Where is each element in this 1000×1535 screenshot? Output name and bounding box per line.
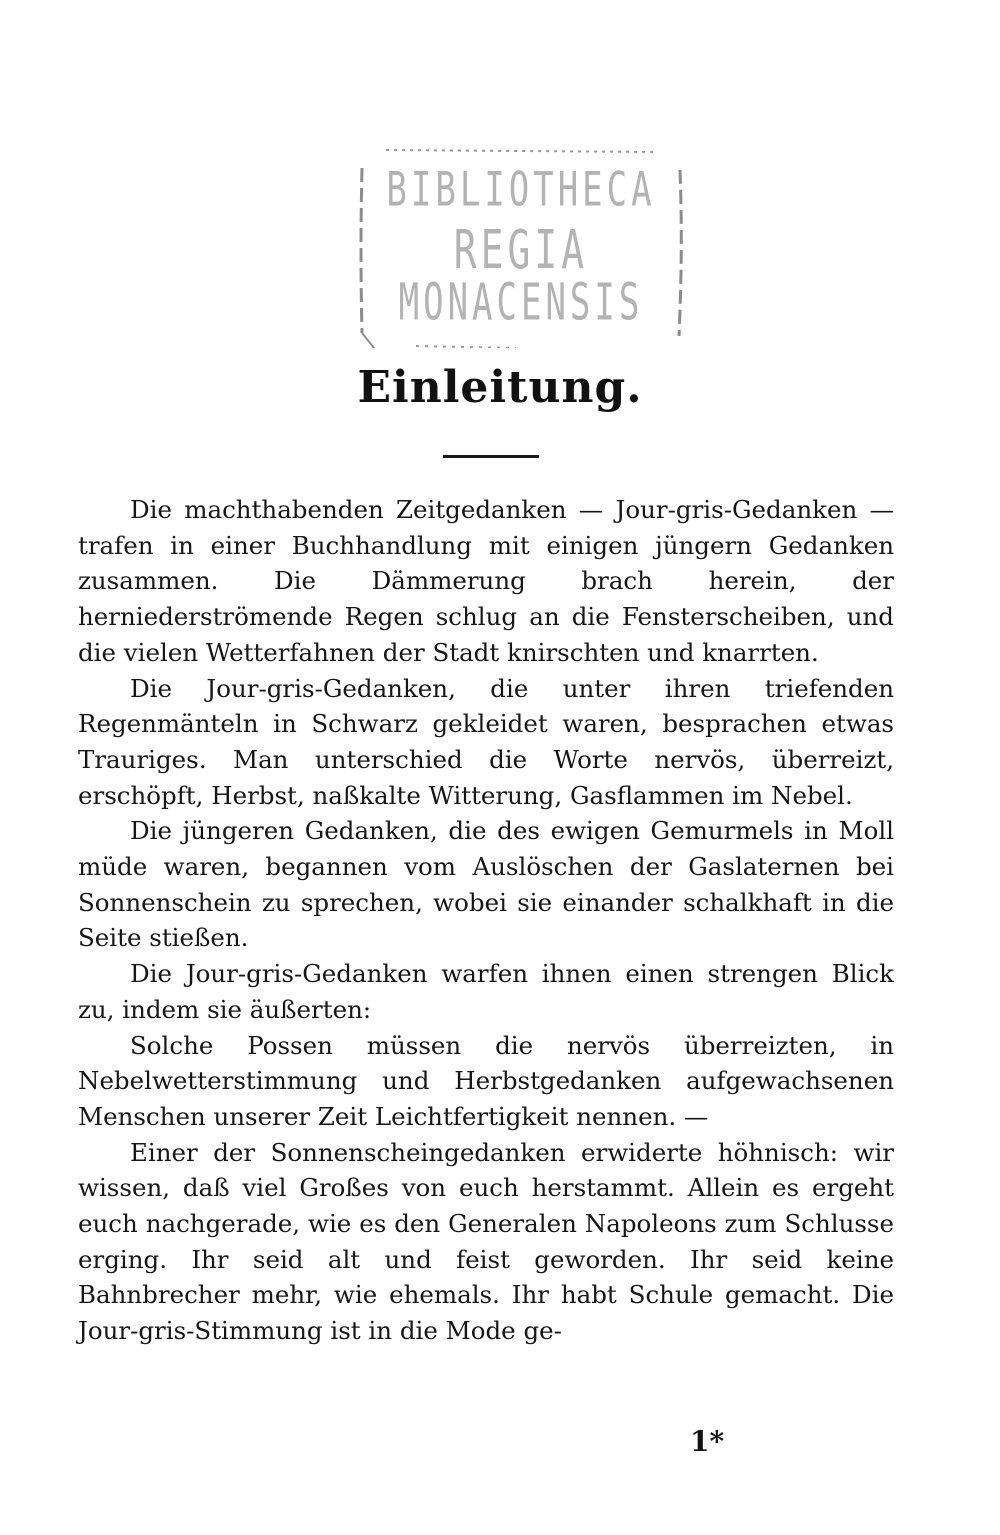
heading-rule [443, 455, 539, 458]
page-signature: 1* [690, 1425, 725, 1458]
paragraph: Die jüngeren Gedanken, die des ewigen Gemurmels in Moll müde waren, begannen vom Auslöschen der Gaslaternen bei Sonnenschein zu sprechen, wobei sie einander schalkhaft in die Seite stießen. [78, 816, 894, 953]
stamp-line-1: BIBLIOTHECA [386, 162, 656, 218]
paragraph: Die machthabenden Zeitgedanken — Jour-gris-Gedanken — trafen in einer Buchhandlung mit einigen jüngern Gedanken zusammen. Die Dämmerung brach herein, der herniederströmende Regen schlug an die Fensterscheiben, und die vielen Wetterfahnen der Stadt knirschten und knarrten. [78, 495, 894, 667]
paragraph: Solche Possen müssen die nervös überreizten, in Nebelwetterstimmung und Herbstgedanken aufgewachsenen Menschen unserer Zeit Leichtfertigkeit nennen. — [78, 1030, 894, 1131]
paragraph: Die Jour-gris-Gedanken warfen ihnen einen strengen Blick zu, indem sie äußerten: [78, 959, 894, 1024]
chapter-heading: Einleitung. [357, 362, 643, 413]
paragraph: Einer der Sonnenscheingedanken erwiderte höhnisch: wir wissen, daß viel Großes von euch herstammt. Allein es ergeht euch nachgerade, wie es den Generalen Napoleons zum Schlusse erging. Ihr seid alt und feist geworden. Ihr seid keine Bahnbrecher mehr, wie ehemals. Ihr habt Schule gemacht. Die Jour-gris-Stimmung ist in die Mode ge- [78, 1137, 894, 1346]
body-text [78, 492, 894, 1349]
paragraph: Die Jour-gris-Gedanken, die unter ihren triefenden Regenmänteln in Schwarz gekleidet waren, besprachen etwas Trauriges. Man unterschied die Worte nervös, überreizt, erschöpft, Herbst, naßkalte Witterung, Gasflammen im Nebel. [78, 673, 894, 810]
stamp-line-2: REGIA [453, 219, 589, 281]
library-stamp [356, 148, 686, 348]
stamp-line-3: MONACENSIS [398, 273, 644, 333]
